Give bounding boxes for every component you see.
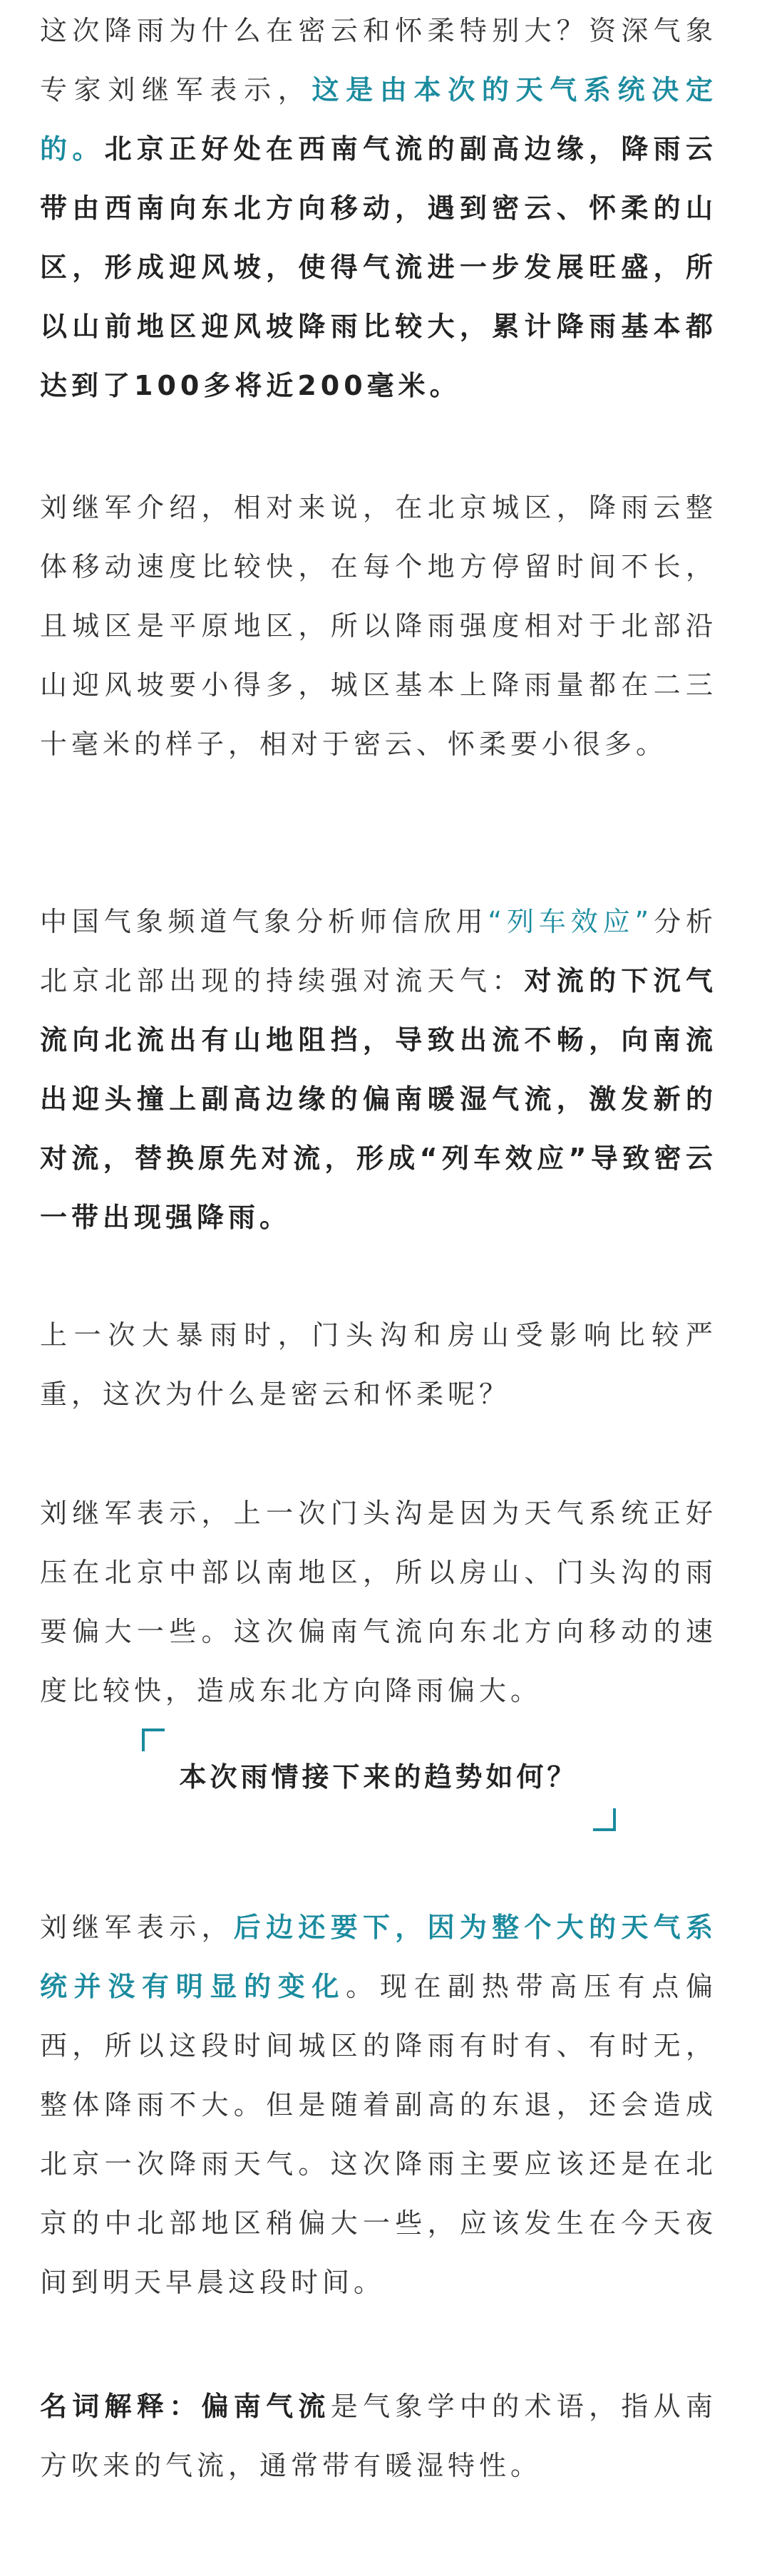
- highlight-text: 这是由本次的天气系统决定的: [40, 74, 717, 165]
- corner-bracket-icon: [142, 1729, 165, 1751]
- paragraph-forecast: [40, 1898, 717, 2312]
- paragraph-urban-rainfall: [40, 478, 717, 774]
- paragraph-text: 上一次大暴雨时，门头沟和房山受影响比较严重，这次为什么是密云和怀柔呢？: [40, 1319, 717, 1410]
- paragraph-question: [40, 1306, 717, 1424]
- paragraph-text: 是气象学中的术语，指从南方吹来的气流，通常带有暖湿特性。: [40, 2391, 717, 2481]
- paragraph-weather-cause: [40, 1, 717, 416]
- corner-bracket-icon: [593, 1808, 616, 1831]
- glossary-label: 名词解释：: [40, 2391, 202, 2422]
- paragraph-text: 刘继军表示，上一次门头沟是因为天气系统正好压在北京中部以南地区，所以房山、门头沟的雨要偏大一些。这次偏南气流向东北方向移动的速度比较快，造成东北方向降雨偏大。: [40, 1498, 717, 1706]
- paragraph-text: 分析北京北部出现的持续强对流天气：: [40, 906, 717, 996]
- paragraph-glossary: [40, 2377, 717, 2495]
- paragraph-text: 。: [72, 133, 105, 165]
- paragraph-comparison: [40, 1484, 717, 1721]
- section-heading: 本次雨情接下来的趋势如何？: [179, 1761, 578, 1793]
- highlight-text: “列车效应”: [488, 906, 654, 937]
- paragraph-train-effect: [40, 892, 717, 1247]
- section-heading-block: [40, 1729, 717, 1843]
- paragraph-text: 刘继军表示，: [40, 1912, 234, 1943]
- highlight-text: 后边还要下，因为整个大的天气系统并没有明显的变化: [40, 1912, 717, 2002]
- paragraph-text: 中国气象频道气象分析师信欣用: [40, 906, 488, 937]
- paragraph-text: 这次降雨为什么在密云和怀柔特别大？资深气象专家刘继军表示，: [40, 15, 717, 105]
- bold-text: 北京正好处在西南气流的副高边缘，降雨云带由西南向东北方向移动，遇到密云、怀柔的山区，形成迎风坡，使得气流进一步发展旺盛，所以山前地区迎风坡降雨比较大，累计降雨基本都达到了100多将近200毫米。: [40, 133, 717, 401]
- bold-text: 对流的下沉气流向北流出有山地阻挡，导致出流不畅，向南流出迎头撞上副高边缘的偏南暖湿气流，激发新的对流，替换原先对流，形成“列车效应”导致密云一带出现强降雨。: [40, 965, 717, 1233]
- glossary-term: 偏南气流: [201, 2391, 331, 2422]
- paragraph-text: 。现在副热带高压有点偏西，所以这段时间城区的降雨有时有、有时无，整体降雨不大。但是随着副高的东退，还会造成北京一次降雨天气。这次降雨主要应该还是在北京的中北部地区稍偏大一些，应该发生在今天夜间到明天早晨这段时间。: [40, 1971, 717, 2298]
- paragraph-text: 刘继军介绍，相对来说，在北京城区，降雨云整体移动速度比较快，在每个地方停留时间不长，且城区是平原地区，所以降雨强度相对于北部沿山迎风坡要小得多，城区基本上降雨量都在二三十毫米的样子，相对于密云、怀柔要小很多。: [40, 492, 717, 760]
